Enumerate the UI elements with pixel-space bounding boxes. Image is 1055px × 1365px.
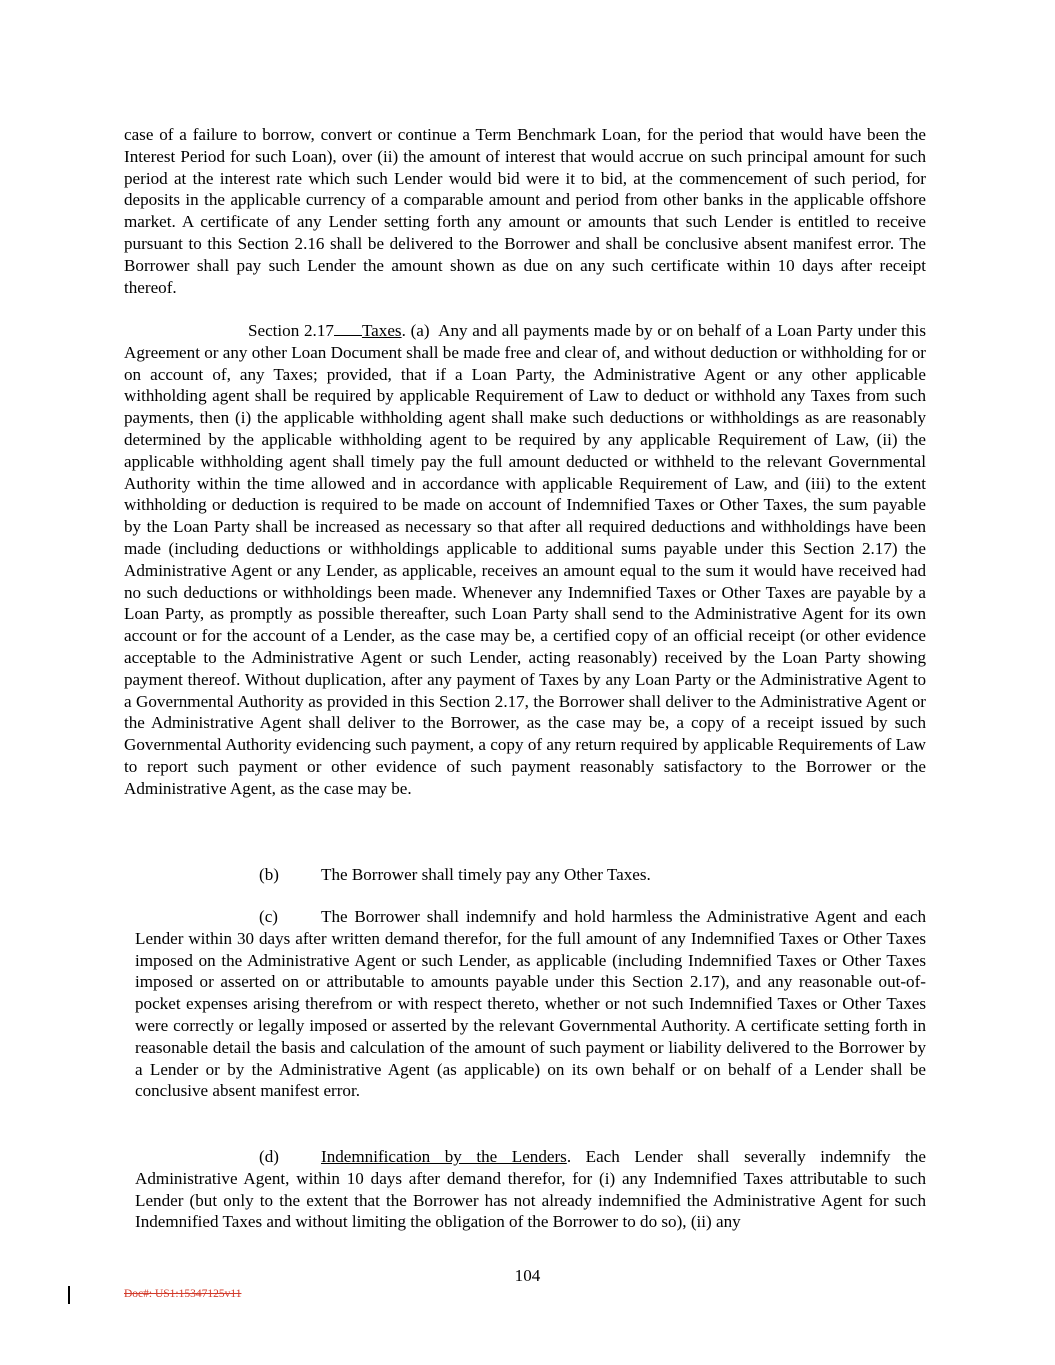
section-heading: Taxes xyxy=(361,321,402,340)
paragraph-d-text: . Each Lender shall severally indemnify the Administrative Agent, within 10 days after demand therefor, for (i) any Indemnified Taxes attributable to such Lender (but only to the extent that the Borrower has not already indemnified the Administrative Agent for such Indemnified Taxes and without limiting the obligation of the Borrower to do so), (ii) any xyxy=(135,1147,926,1232)
section-body: Any and all payments made by or on behalf of a Loan Party under this Agreement or any other Loan Document shall be made free and clear of, and without deduction or withholding for or on account of, any Taxes; provided, that if a Loan Party, the Administrative Agent or any other applicable withholding agent shall be required by applicable Requirement of Law to deduct or withhold any Taxes from such payments, then (i) the applicable withholding agent shall make such deductions or withholdings as are reasonably determined by the applicable withholding agent to be required by any applicable Requirement of Law, (ii) the applicable withholding agent shall timely pay the full amount deducted or withheld to the relevant Governmental Authority within the time allowed and in accordance with applicable Requirement of Law, and (iii) to the extent withholding or deduction is required to be made on account of Indemnified Taxes or Other Taxes, the sum payable by the Loan Party shall be increased as necessary so that after all required deductions and withholdings have been made (including deductions or withholdings applicable to additional sums payable under this Section 2.17) the Administrative Agent or any Lender, as applicable, receives an amount equal to the sum it would have received had no such deductions or withholdings been made. Whenever any Indemnified Taxes or Other Taxes are payable by a Loan Party, as promptly as possible thereafter, such Loan Party shall send to the Administrative Agent for its own account or for the account of a Lender, as the case may be, a certified copy of an official receipt (or other evidence acceptable to the Administrative Agent or such Lender, acting reasonably) received by the Loan Party showing payment thereof. Without duplication, after any payment of Taxes by any Loan Party or the Administrative Agent to a Governmental Authority as provided in this Section 2.17, the Borrower shall deliver to the Administrative Agent or the Administrative Agent shall deliver to the Borrower, as the case may be, a copy of a receipt issued by such Governmental Authority evidencing such payment, a copy of any return required by applicable Requirements of Law to report such payment or other evidence of such payment reasonably satisfactory to the Borrower or the Administrative Agent, as the case may be. xyxy=(124,321,926,798)
paragraph-b-text: The Borrower shall timely pay any Other Taxes. xyxy=(321,865,651,884)
paragraph-b xyxy=(259,864,926,886)
paragraph-d xyxy=(135,1146,926,1233)
paragraph-c xyxy=(135,906,926,1102)
section-lead-in: . (a) xyxy=(401,321,439,340)
paragraph-c-label: (c) xyxy=(259,907,278,926)
paragraph-d-label: (d) xyxy=(259,1147,279,1166)
paragraph-d-heading: Indemnification by the Lenders xyxy=(321,1147,567,1166)
paragraph-c-text: The Borrower shall indemnify and hold harmless the Administrative Agent and each Lender within 30 days after written demand therefor, for the full amount of any Indemnified Taxes or Other Taxes imposed on the Administrative Agent or such Lender, as applicable (including Indemnified Taxes or Other Taxes imposed or asserted on or attributable to amounts payable under this Section 2.17), and any reasonable out-of-pocket expenses arising therefrom or with respect thereto, whether or not such Indemnified Taxes or Other Taxes were correctly or legally imposed or asserted by the relevant Governmental Authority. A certificate setting forth in reasonable detail the basis and calculation of the amount of such payment or liability delivered to the Borrower by a Lender or by the Administrative Agent (as applicable) on its own behalf or on behalf of a Lender shall be conclusive absent manifest error. xyxy=(135,907,926,1101)
heading-gap xyxy=(334,321,362,336)
section-label: Section 2.17 xyxy=(248,321,334,340)
section-2-17-paragraph xyxy=(124,320,926,800)
document-id-footer: Doc#: US1:15347125v11 xyxy=(124,1288,242,1300)
revision-change-bar xyxy=(68,1286,70,1304)
page-number: 104 xyxy=(514,1266,541,1285)
paragraph-b-label: (b) xyxy=(259,865,279,884)
paragraph-continuation: case of a failure to borrow, convert or continue a Term Benchmark Loan, for the period that would have been the Interest Period for such Loan), over (ii) the amount of interest that would accrue on such principal amount for such period at the interest rate which such Lender would bid were it to bid, at the commencement of such period, for deposits in the applicable currency of a comparable amount and period from other banks in the applicable offshore market. A certificate of any Lender setting forth any amount or amounts that such Lender is entitled to receive pursuant to this Section 2.16 shall be delivered to the Borrower and shall be conclusive absent manifest error. The Borrower shall pay such Lender the amount shown as due on any such certificate within 10 days after receipt thereof. xyxy=(124,125,926,297)
